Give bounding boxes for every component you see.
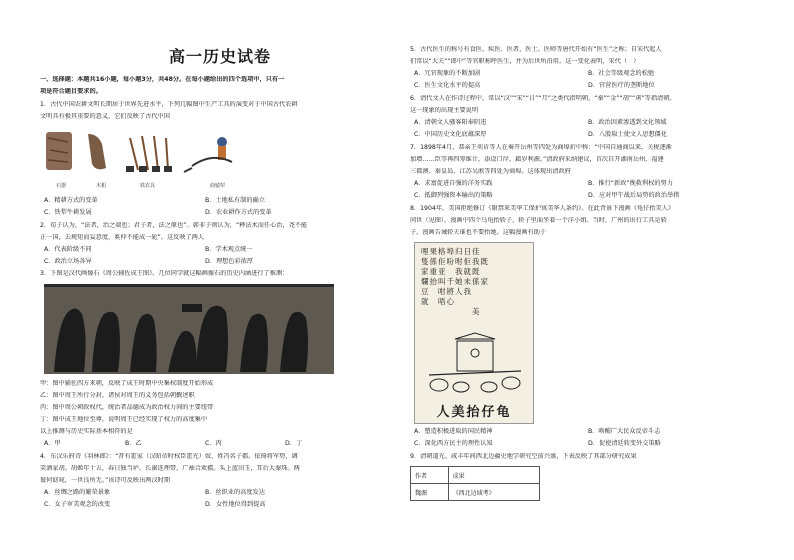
q1-option-c[interactable]: C．铁犁牛耕发展 (44, 209, 92, 216)
q4-option-b[interactable]: B．丝织业的高度发达 (205, 489, 265, 496)
cartoon-verse-line: 爛抬叫千她未係家 (421, 277, 489, 286)
q5-option-a[interactable]: A．冗官现象的不断加剧 (414, 70, 481, 77)
q4-line-2: 笑酒家胡。胡姬年十五，春日独当垆。长裾连理带，广袖合欢襦。头上蓝田玉，耳后大秦珠。两 (40, 465, 300, 472)
q7-option-a[interactable]: A．求富促进自强的洋务实践 (414, 180, 493, 187)
q6-option-c[interactable]: C．中国历史文化底蕴深厚 (414, 131, 487, 138)
turtle-cartoon-image (414, 242, 534, 424)
cartoon-verse (421, 247, 527, 317)
q1-option-b[interactable]: B．土地私有制的确立 (205, 197, 265, 204)
table-row (411, 467, 540, 484)
q2-line-2: 正一国，去规矩而妄意度，奚仲不能成一轮”。这反映了两人 (40, 234, 205, 241)
q8-line-1: 8．1904年，美国拒绝修订《限禁来美华工保护寓美华人条约》。在此背景下漫画《龟仔抬美人》 (410, 205, 675, 212)
q5-line-1: 5．古代医生的称号有食医、疾医、医者、医士、医师等唐代开始有“医生”之称；自宋代起人 (410, 46, 662, 53)
q8-option-d[interactable]: D．促使清廷转变外交策略 (588, 440, 661, 447)
caption-curved-plow: 曲辕犁 (210, 183, 226, 189)
q9-table (410, 466, 540, 501)
cartoon-verse-line: 家重亚 我就既 (421, 267, 481, 276)
cartoon-verse-line: 哩果格埠归日佳 (421, 247, 481, 256)
q1-option-a[interactable]: A．精耕方式的变革 (44, 197, 98, 204)
q4-option-a[interactable]: A．丝绸之路的繁荣景象 (44, 489, 111, 496)
q8-line-3: 子，漫画告诫轿夫谁也不要抬她。这幅漫画有助于 (410, 229, 547, 236)
cartoon-verse-line: 就 唔心 (421, 297, 455, 306)
q3-statement-1: 甲：图中辅佐四方来朝，反映了成王时期中央集权制度开始形成 (40, 380, 214, 387)
q2-option-a[interactable]: A．代表阶级不同 (44, 246, 92, 253)
caption-wood-spade: 木耜 (96, 183, 107, 189)
caption-stone-tool: 石器 (56, 183, 67, 189)
q5-option-b[interactable]: B．社会等级观念的松弛 (588, 70, 655, 77)
q2-line-1: 2．荀子认为，“法者，治之端也；君子者，法之原也”。韩非子则认为，“释法术而任心治，尧不能 (40, 222, 308, 229)
q7-line-3: 三都澳、秦皇岛、江苏吴淞等四处为商埠。这体现出清政府 (410, 168, 571, 175)
caption-iron-tools: 铁农具 (140, 183, 156, 189)
cartoon-verse-line: 豆 咁將人我 (421, 287, 472, 296)
cartoon-verse-line: 美 (421, 307, 481, 316)
q7-option-d[interactable]: D．应对甲午战后局势的政治举措 (588, 192, 680, 199)
q8-line-2: 问世（见图），漫画中四个乌龟抬轿子，轿子里面坐着一个洋小姐。当时，广州的出行工具是轿 (410, 217, 667, 224)
q3-option-b[interactable]: B．乙 (125, 440, 142, 447)
q6-line-2: 这一现象的出现主要说明 (410, 107, 479, 114)
q9-line-1: 9．清朝道光、咸丰年间西北边疆史地学研究空前兴盛，下表反映了其部分研究成果 (410, 453, 637, 460)
q3-statement-2: 乙：图中周王所行分封，诸侯对周王的义务包括朝觐述职 (40, 392, 195, 399)
table-cell: 成果 (448, 467, 539, 484)
page-title: 高一历史试卷 (168, 47, 271, 66)
q5-line-2: 们常以“大夫”“郎中”等官职称呼医生，并为后世所沿用。这一变化表明，宋代（ ） (410, 58, 640, 65)
q6-line-1: 6．清代文人在作诗过程中，常以“汉”“宋”“日”“月”之类代指明朝，“秦”“金”“胡”“虏”等指清朝。 (410, 95, 676, 102)
table-row (411, 484, 540, 501)
instructions-line-2: 项是符合题目要求的。 (40, 88, 102, 95)
q2-option-d[interactable]: D．理想色彩浓厚 (205, 258, 254, 265)
stone-relief-image (44, 284, 334, 374)
q4-line-3: 鬟何窈窕，一世良所无。”该诗可反映出两汉时期 (40, 477, 171, 484)
q5-option-c[interactable]: C．医生文化水平的提高 (414, 82, 481, 89)
q7-line-1: 7．1898年4月，恭亲王奕䜣等人在奏开岳州等四处为商埠折中称：“中国自通商以来，关税逐渐 (410, 144, 672, 151)
table-cell: 魏源 (411, 484, 449, 501)
q2-option-b[interactable]: B．学术观点统一 (205, 246, 253, 253)
table-cell: 作者 (411, 467, 449, 484)
instructions-line-1: 一、选择题：本题共16小题，每小题3分，共48分。在每小题给出的四个选项中，只有一 (40, 76, 285, 83)
q7-option-b[interactable]: B．推行“新政”挽救利权的努力 (588, 180, 673, 187)
q3-statement-4: 丁：图中成王地位至尊，说明周王已经实现了权力的高度集中 (40, 416, 208, 423)
q4-option-c[interactable]: C．女子审美观念的改变 (44, 501, 111, 508)
q4-line-1: 4．东汉乐府诗《羽林郎》：“昔有霍家（汉昭帝时权臣霍光）奴，姓冯名子都。依倚将军势，调 (40, 453, 298, 460)
q2-option-c[interactable]: C．政治立场各异 (44, 258, 92, 265)
q3-intro: 3．下图是汉代画像石《周公辅佐成王图》。几位同学就这幅画像石的历史内涵进行了推测： (40, 270, 289, 277)
q3-tail: 以上推测与历史实际基本相符的是 (40, 428, 133, 435)
q1-line-1: 1．古代中国农耕文明长期居于世界先进水平，下列几幅图中生产工具的演变对于中国古代农耕 (40, 101, 298, 108)
q6-option-a[interactable]: A．清朝文人骚客阳奉阴违 (414, 119, 487, 126)
stone-relief-svg (44, 284, 334, 374)
wood-spade-image (88, 134, 106, 169)
iron-tools-image (126, 136, 172, 172)
q8-option-b[interactable]: B．唤醒广大民众反帝斗志 (588, 428, 661, 435)
q3-statement-3: 丙：图中周公朝政权代，统治者品德成为政治权力间的主要纽带 (40, 404, 214, 411)
q7-option-c[interactable]: C．抵御列强资本输出的策略 (414, 192, 493, 199)
q6-option-b[interactable]: B．政治因素渗透到文化领域 (588, 119, 667, 126)
q5-option-d[interactable]: D．官营医疗的垄断地位 (588, 82, 655, 89)
q6-option-d[interactable]: D．八股取士使文人思想僵化 (588, 131, 668, 138)
table-cell: 《西北边域考》 (448, 484, 539, 501)
q8-option-c[interactable]: C．深化西方民主的理性认知 (414, 440, 493, 447)
curved-plow-image (184, 137, 232, 172)
cartoon-verse-line: 隻係佢吩咐佢我既 (421, 257, 489, 266)
q3-option-a[interactable]: A．甲 (44, 440, 61, 447)
q1-option-d[interactable]: D．农业耕作方式的变革 (205, 209, 272, 216)
sedan-chair-drawing (425, 331, 525, 397)
q7-line-2: 加增……臣等再四筹维计，添设口岸，籍岁利源。”清政府采纳建议，首次自开湖南岳州、福建 (410, 156, 664, 163)
q3-option-c[interactable]: C．丙 (205, 440, 222, 447)
cartoon-title: 人美抬仔龟 (436, 405, 512, 420)
q1-line-2: 文明具有极其重要的意义，它们反映了古代中国 (40, 113, 170, 120)
q4-option-d[interactable]: D．女性地位得到提高 (205, 501, 266, 508)
q8-option-a[interactable]: A．塑造积极进取的国民精神 (414, 428, 493, 435)
tool-images (42, 128, 242, 178)
tool-images-svg (42, 128, 242, 178)
q3-option-d[interactable]: D．丁 (285, 440, 303, 447)
